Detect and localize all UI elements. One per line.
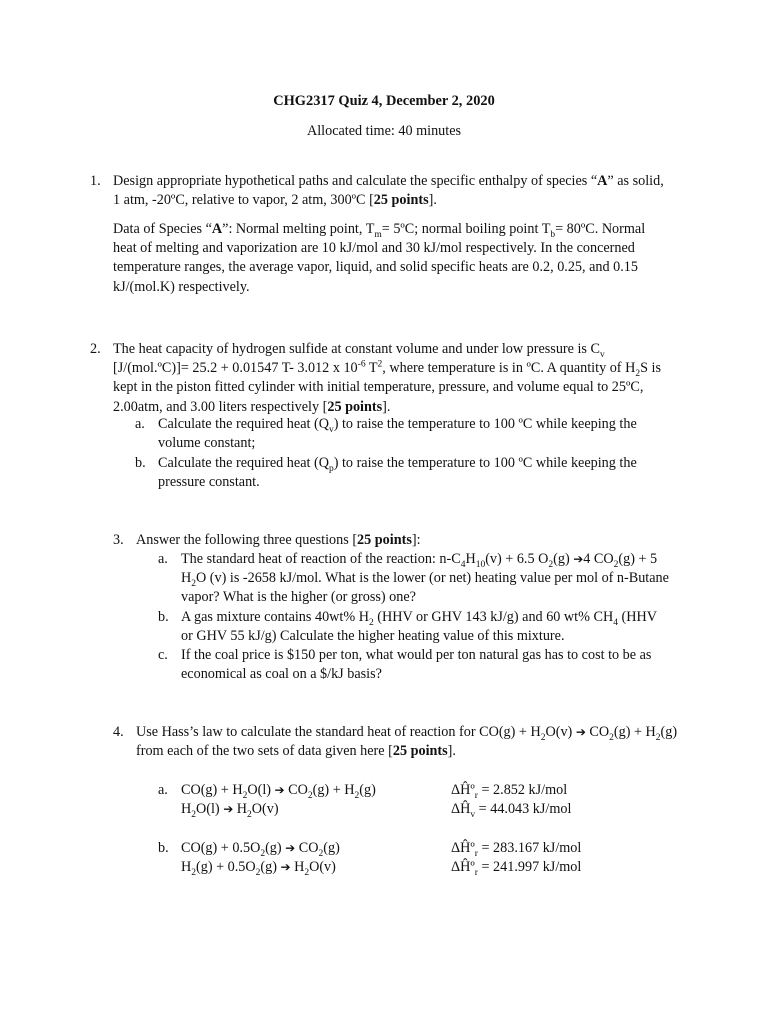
question-2-number: 2. [90, 341, 101, 357]
question-4-set-b-reaction-1: $CO(g) + 0.5O_2(g)$ ➔ $CO_2(g)$ [181, 840, 340, 859]
question-3-paragraph: Answer the following three questions [25 points]: [136, 532, 421, 548]
question-3-part-a-label: a. [158, 551, 168, 567]
question-4-set-a-enthalpy-1: ΔĤº$_r$ = 2.852 kJ/mol [451, 782, 568, 801]
question-2-part-a-label: a. [135, 416, 145, 432]
question-1-paragraph-1: Design appropriate hypothetical paths and calculate the specific enthalpy of species “A” as solid, 1 atm, -20ºC, relative to vapor, 2 atm, 300ºC [25 points]. [113, 173, 664, 209]
question-2-part-a-text: Calculate the required heat $(Q_v)$ to raise the temperature to 100 ºC while keeping the volume constant; [158, 416, 637, 452]
question-2-part-b-label: b. [135, 455, 146, 471]
question-3-part-a-text: The standard heat of reaction of the reaction: $n-C_4H_{10}(v) + 6.5$ $O_2(g)$ ➔4 $CO_2(g) + 5$ $H_2O$ (v) is -2658 kJ/mol. What is the lower (or net) heating value per mol of n-Butane vapor? What is the higher (or gross) one? [181, 551, 669, 606]
question-3-part-c-text: If the coal price is $150 per ton, what would per ton natural gas has to cost to be as economical as coal on a $/kJ basis? [181, 647, 652, 683]
page-subtitle: Allocated time: 40 minutes [306, 123, 462, 139]
question-3-part-b-text: A gas mixture contains 40wt% $H_2$ (HHV or GHV 143 kJ/g) and 60 wt% $CH_4$ (HHV or GHV 55 kJ/g) Calculate the higher heating value of this mixture. [181, 609, 657, 645]
question-4-set-b-enthalpy-2: ΔĤº$_r$ = 241.997 kJ/mol [451, 859, 582, 878]
question-4-paragraph: Use Hass’s law to calculate the standard heat of reaction for $CO(g) + H_2O(v)$ ➔ $CO_2(g) + H_2(g)$ from each of the two sets of data given here [25 points]. [136, 724, 678, 760]
question-4-number: 4. [113, 724, 124, 740]
question-1-number: 1. [90, 173, 101, 189]
question-1-paragraph-2: Data of Species “A”: Normal melting point, $T_m=$ 5ºC; normal boiling point $T_b=$ 80ºC. Normal heat of melting and vaporization are 10 kJ/mol and 30 kJ/mol respectively. In the concerned temperature ranges, the average vapor, liquid, and solid specific heats are 0.2, 0.25, and 0.15 kJ/(mol.K) respectively. [113, 221, 646, 295]
question-4-set-a-reaction-1: $CO(g) + H_2O(l)$ ➔ $CO_2(g) + H_2(g)$ [181, 782, 376, 801]
question-2-paragraph: The heat capacity of hydrogen sulfide at constant volume and under low pressure is $C_v$ [J/(mol.ºC)]= 25.2 + 0.01547 T- 3.012 x $10^{-6}$ $T^2$, where temperature is in ºC. A quantity of $H_2S$ is kept in the piston fitted cylinder with initial temperature, pressure, and volume equal to 25ºC, 2.00atm, and 3.00 liters respectively [25 points]. [113, 341, 661, 415]
question-3-part-b-label: b. [158, 609, 169, 625]
question-4-set-b-enthalpy-1: ΔĤº$_r$ = 283.167 kJ/mol [451, 840, 582, 859]
question-4-set-a-label: a. [158, 782, 168, 798]
question-3-number: 3. [113, 532, 124, 548]
question-4-set-a-reaction-2: $H_2O(l)$ ➔ $H_2O(v)$ [181, 801, 279, 820]
question-4-set-a-enthalpy-2: $\Delta Ĥ_v = 44.043$ kJ/mol [451, 801, 572, 820]
page-title: CHG2317 Quiz 4, December 2, 2020 [273, 93, 495, 109]
question-2-part-b-text: Calculate the required heat $(Q_p)$ to raise the temperature to 100 ºC while keeping the pressure constant. [158, 455, 637, 491]
question-4-set-b-reaction-2: $H_2(g) + 0.5O_2(g)$ ➔ $H_2O(v)$ [181, 859, 336, 878]
question-3-part-c-label: c. [158, 647, 168, 663]
question-4-set-b-label: b. [158, 840, 169, 856]
